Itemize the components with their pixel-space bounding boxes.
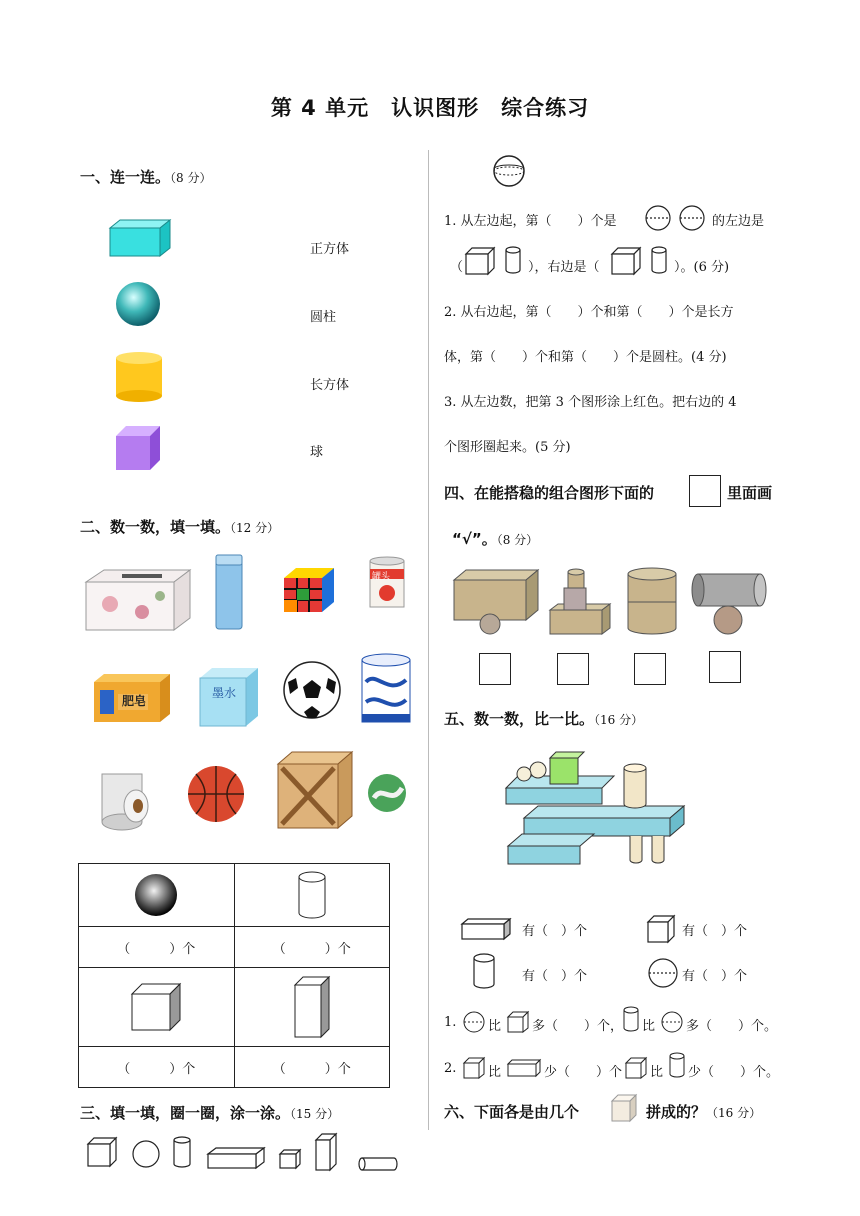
section-4-heading-line2 xyxy=(452,528,538,549)
basketball-image xyxy=(186,764,246,824)
figure-2-stack xyxy=(550,569,610,634)
table-cell-cube xyxy=(79,968,235,1047)
soccer-ball-image xyxy=(282,660,342,720)
cuboid-count-icon xyxy=(460,916,512,942)
section-4-title-c: “√”。 xyxy=(452,530,497,548)
count-sphere-blank[interactable]: 有（ ）个 xyxy=(682,969,748,984)
wooden-crate-image xyxy=(276,750,354,830)
compare-1-cylinder-icon xyxy=(622,1006,640,1034)
cube-cylinder-pair-icon-2 xyxy=(610,244,672,276)
two-spheres-icon xyxy=(644,203,710,233)
answer-blank-sphere[interactable]: （ ）个 xyxy=(79,927,235,968)
compare-2-t1: 比 xyxy=(488,1065,502,1080)
compare-2-num: 2. xyxy=(444,1061,457,1076)
cube-icon xyxy=(130,982,182,1032)
figure-1-box-on-ball xyxy=(454,570,538,634)
cylinder-icon xyxy=(297,869,327,921)
section-4-title-b: 里面画 xyxy=(727,484,773,502)
compare-1-t4[interactable]: 多（ ）个。 xyxy=(686,1019,778,1034)
cylinder-count-icon xyxy=(470,952,498,992)
s3-q2-line1: 2. 从右边起，第（ ）个和第（ ）个是长方 xyxy=(444,305,734,320)
s3-q1-text-c: （ xyxy=(450,260,464,275)
s3-q1-text-e: ）。(6 分) xyxy=(674,260,730,275)
count-cuboid-blank[interactable]: 有（ ）个 xyxy=(522,924,588,939)
can-label: 罐头 xyxy=(372,572,391,582)
table-cell-cylinder xyxy=(234,864,390,927)
compare-1-cube-icon xyxy=(506,1010,530,1034)
count-cube-blank[interactable]: 有（ ）个 xyxy=(682,924,748,939)
cube-count-icon xyxy=(646,914,676,944)
match-label-sphere: 球 xyxy=(310,445,324,460)
shape-4-cuboid xyxy=(208,1148,264,1168)
porcelain-jar-image xyxy=(358,652,414,728)
section-6-heading-a: 六、下面各是由几个 xyxy=(444,1103,580,1121)
match-label-cuboid: 长方体 xyxy=(310,378,350,393)
section-6-heading-b xyxy=(646,1101,761,1122)
answer-box-4[interactable] xyxy=(709,651,741,683)
section-3-heading xyxy=(80,1102,339,1123)
shape-6-cuboid xyxy=(316,1134,336,1170)
cube-purple-image xyxy=(114,424,164,474)
ink-label: 墨水 xyxy=(212,686,237,700)
shape-7-cylinder xyxy=(359,1158,397,1170)
column-divider xyxy=(428,150,429,1130)
thermos-image xyxy=(214,553,244,633)
compare-1-num: 1. xyxy=(444,1015,457,1030)
section-3-title: 三、填一填，圈一圈，涂一涂。 xyxy=(80,1104,291,1122)
shape-row xyxy=(84,1132,404,1172)
section-2-heading xyxy=(80,516,279,537)
unit-cube-icon xyxy=(610,1093,638,1123)
checkbox-sample xyxy=(689,475,721,507)
count-cylinder-blank[interactable]: 有（ ）个 xyxy=(522,969,588,984)
sphere-with-band-icon xyxy=(490,152,528,190)
section-1-points: （8 分） xyxy=(170,171,212,185)
answer-blank-cube[interactable]: （ ）个 xyxy=(79,1047,235,1088)
section-4-title-a: 四、在能搭稳的组合图形下面的 xyxy=(444,484,655,502)
cuboid-icon xyxy=(293,975,331,1039)
s3-q1-text-a: 1. 从左边起，第（ ）个是 xyxy=(444,214,617,229)
sphere-icon xyxy=(133,872,179,918)
sphere-teal-image xyxy=(114,280,162,328)
s3-q2-line2: 体，第（ ）个和第（ ）个是圆柱。(4 分) xyxy=(444,350,727,365)
answer-box-3[interactable] xyxy=(634,653,666,685)
cuboid-cyan-image xyxy=(108,218,172,260)
cube-cylinder-pair-icon-1 xyxy=(464,244,526,276)
figure-3-cylinder xyxy=(628,568,676,634)
section-6-title-b: 拼成的？ xyxy=(646,1103,707,1121)
answer-blank-cylinder[interactable]: （ ）个 xyxy=(234,927,390,968)
answer-box-1[interactable] xyxy=(479,653,511,685)
s3-q3-line2: 个图形圈起来。(5 分) xyxy=(444,440,571,455)
section-5-title: 五、数一数，比一比。 xyxy=(444,710,595,728)
section-6-points: （16 分） xyxy=(706,1106,762,1120)
section-4-points: （8 分） xyxy=(496,533,539,547)
section-3-points: （15 分） xyxy=(290,1107,340,1121)
shape-2-sphere xyxy=(133,1141,159,1167)
section-5-heading xyxy=(444,708,643,729)
section-5-points: （16 分） xyxy=(594,713,644,727)
answer-box-2[interactable] xyxy=(557,653,589,685)
block-structure-image xyxy=(494,748,694,876)
compare-2-cuboid-icon xyxy=(506,1058,542,1078)
compare-1-t1: 比 xyxy=(488,1019,502,1034)
shape-1-cube xyxy=(88,1138,116,1166)
table-cell-sphere xyxy=(79,864,235,927)
compare-1-sphere-icon xyxy=(462,1010,486,1034)
match-label-cube: 正方体 xyxy=(310,242,350,257)
compare-2-cube-icon-2 xyxy=(624,1056,648,1080)
tape-roll-image xyxy=(100,764,152,832)
can-image xyxy=(368,555,406,613)
table-cell-cuboid xyxy=(234,968,390,1047)
section-4-heading-line1 xyxy=(444,482,654,503)
compare-2-t2[interactable]: 少（ ）个 xyxy=(544,1065,623,1080)
shape-5-cube xyxy=(280,1150,300,1168)
stacking-figures xyxy=(450,566,770,638)
compare-1-t3: 比 xyxy=(642,1019,656,1034)
answer-blank-cuboid[interactable]: （ ）个 xyxy=(234,1047,390,1088)
s3-q1-line1 xyxy=(444,210,617,229)
rubiks-cube-image xyxy=(282,566,336,614)
s3-q1-text-d: ），右边是（ xyxy=(528,260,600,275)
sphere-count-icon xyxy=(646,956,680,990)
compare-2-cylinder-icon xyxy=(668,1052,686,1080)
section-2-title: 二、数一数，填一填。 xyxy=(80,518,231,536)
figure-4-cylinder-on-ball xyxy=(692,574,766,634)
compare-2-cube-icon xyxy=(462,1056,486,1080)
s3-q3-line1: 3. 从左边数，把第 3 个图形涂上红色。把右边的 4 xyxy=(444,395,737,410)
compare-1-t2[interactable]: 多（ ）个， xyxy=(532,1019,624,1034)
compare-1-sphere-icon-2 xyxy=(660,1010,684,1034)
marble-image xyxy=(366,772,408,814)
tissue-box-image xyxy=(82,568,192,632)
compare-2-t3: 比 xyxy=(650,1065,664,1080)
section-2-points: （12 分） xyxy=(230,521,280,535)
cylinder-yellow-image xyxy=(114,350,164,404)
section-1-heading xyxy=(80,166,211,187)
section-1-title: 一、连一连。 xyxy=(80,168,171,186)
soap-label: 肥皂 xyxy=(122,694,147,708)
match-label-cylinder: 圆柱 xyxy=(310,310,337,325)
shape-3-cylinder xyxy=(174,1137,190,1167)
s3-q1-text-b: 的左边是 xyxy=(712,214,765,229)
page-title: 第 4 单元 认识图形 综合练习 xyxy=(270,96,590,120)
count-table xyxy=(78,863,390,1088)
compare-2-t4[interactable]: 少（ ）个。 xyxy=(688,1065,780,1080)
